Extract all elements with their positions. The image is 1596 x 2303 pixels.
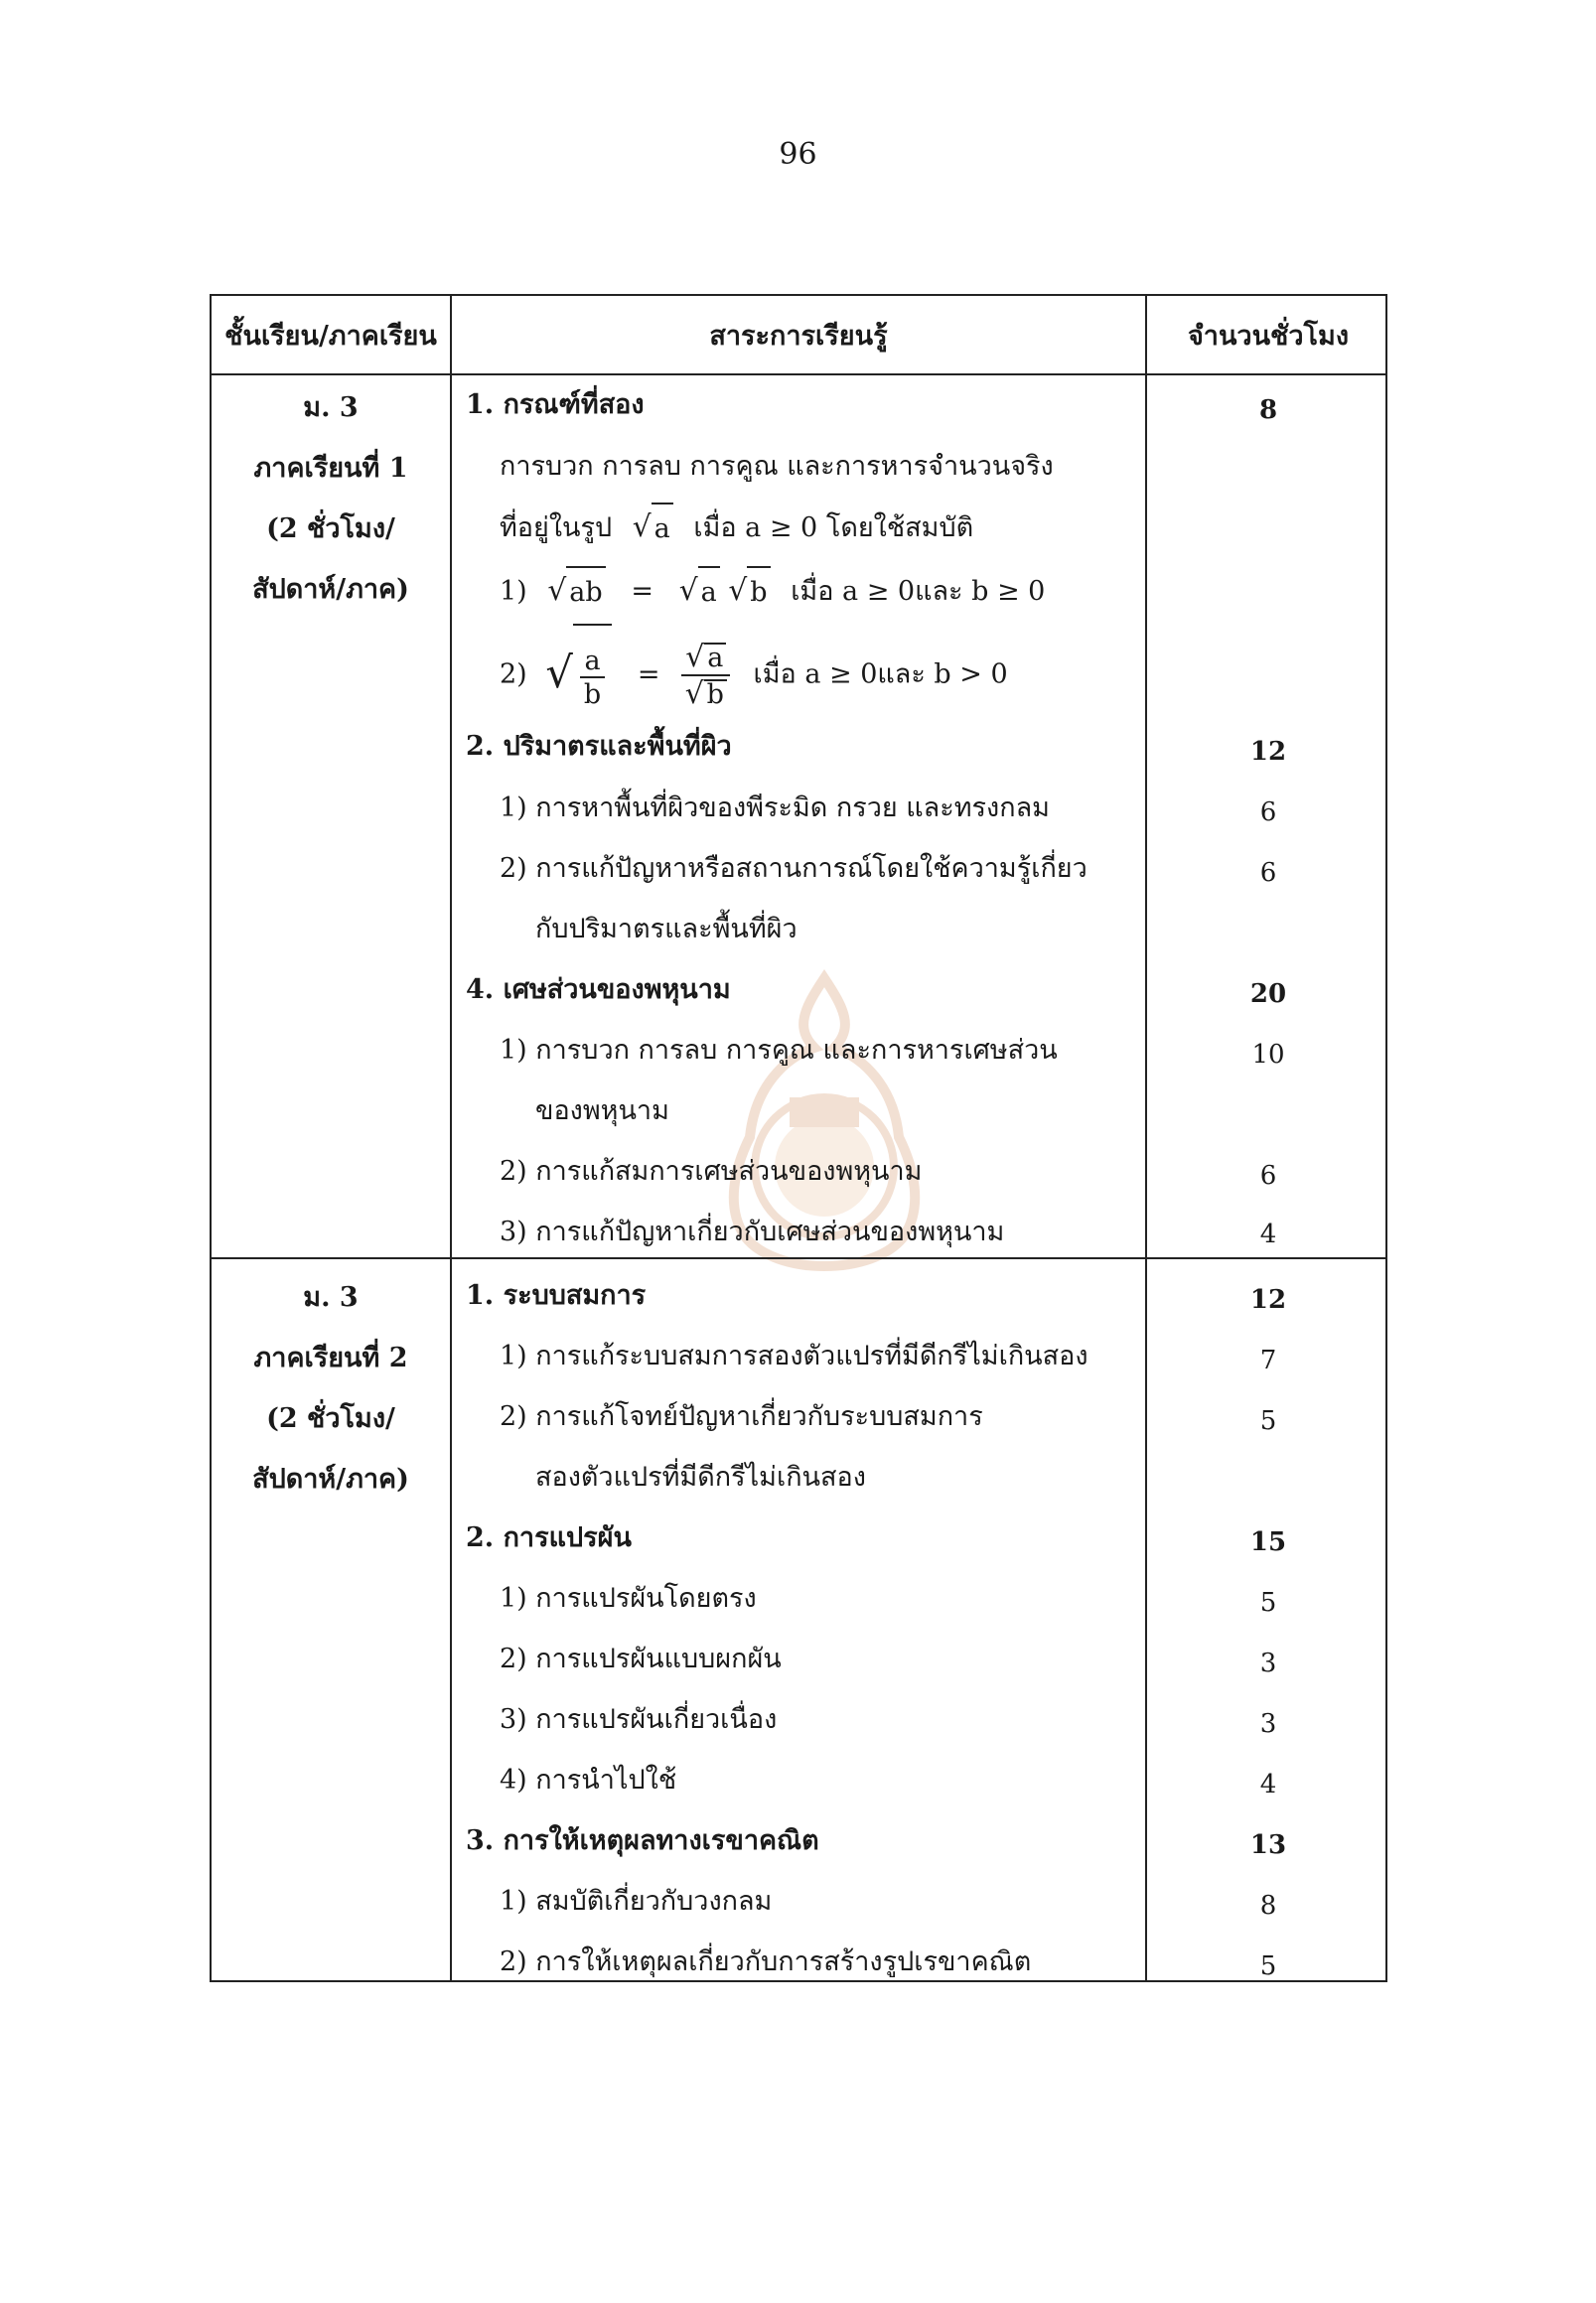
content-line: ของพหุนาม	[535, 1095, 669, 1126]
content-line: 1) การแก้ระบบสมการสองตัวแปรที่มีดีกรีไม่เกินสอง	[500, 1341, 1088, 1371]
curriculum-table	[210, 294, 1387, 1982]
content-line: 2) การแก้ปัญหาหรือสถานการณ์โดยใช้ความรู้เกี่ยว	[500, 853, 1088, 884]
content-line: กับปริมาตรและพื้นที่ผิว	[535, 914, 798, 944]
unit-hours: 13	[1249, 1830, 1287, 1860]
item-hours: 6	[1259, 1161, 1277, 1191]
content-text: เมื่อ a ≥ 0 โดยใช้สมบัติ	[693, 512, 974, 543]
content-line: 4) การนำไปใช้	[500, 1765, 677, 1796]
sqrt-product-formula: √ ab = √ a √ b	[547, 576, 779, 607]
grade-line: สัปดาห์/ภาค)	[252, 574, 409, 605]
content-line: สองตัวแปรที่มีดีกรีไม่เกินสอง	[535, 1462, 866, 1493]
content-line: 3) การแปรผันเกี่ยวเนื่อง	[500, 1704, 778, 1735]
content-line: 3) การแก้ปัญหาเกี่ยวกับเศษส่วนของพหุนาม	[500, 1217, 1005, 1247]
content-line: 2) การแก้โจทย์ปัญหาเกี่ยวกับระบบสมการ	[500, 1401, 983, 1432]
item-hours: 3	[1259, 1649, 1277, 1678]
header-content: สาระการเรียนรู้	[709, 320, 888, 352]
unit-title: 2. ปริมาตรและพื้นที่ผิว	[466, 731, 732, 762]
item-hours: 4	[1259, 1220, 1277, 1249]
unit-title: 4. เศษส่วนของพหุนาม	[466, 974, 731, 1005]
grade-line: (2 ชั่วโมง/	[266, 1403, 395, 1434]
grade-line: (2 ชั่วโมง/	[266, 513, 395, 544]
unit-hours: 12	[1249, 737, 1287, 767]
content-line: การบวก การลบ การคูณ และการหารจำนวนจริง	[500, 451, 1054, 482]
content-line: 2) การแปรผันแบบผกผัน	[500, 1644, 782, 1674]
item-hours: 7	[1259, 1346, 1277, 1375]
sqrt-quotient-formula: √ $\frac{a}{b}$ = √ a √ b	[545, 659, 743, 690]
item-number: 2)	[500, 658, 527, 690]
page-number: 96	[779, 137, 817, 172]
sqrt-a-formula: √ a	[633, 503, 673, 554]
item-hours: 5	[1259, 1951, 1277, 1981]
content-line: 2) การให้เหตุผลเกี่ยวกับการสร้างรูปเรขาคณิต	[500, 1946, 1032, 1977]
item-hours: 3	[1259, 1709, 1277, 1739]
header-grade: ชั้นเรียน/ภาคเรียน	[224, 320, 437, 352]
item-hours: 5	[1259, 1588, 1277, 1618]
term2-grade	[212, 1267, 450, 1510]
item-number: 1)	[500, 576, 527, 607]
unit-title: 3. การให้เหตุผลทางเรขาคณิต	[466, 1825, 819, 1856]
property-line	[500, 624, 1008, 723]
content-line: 1) การแปรผันโดยตรง	[500, 1583, 757, 1614]
unit-hours: 15	[1249, 1527, 1287, 1557]
unit-hours: 12	[1249, 1285, 1287, 1315]
unit-title: 1. กรณฑ์ที่สอง	[466, 389, 645, 420]
content-text: เมื่อ a ≥ 0และ b ≥ 0	[791, 576, 1046, 607]
item-hours: 10	[1251, 1040, 1285, 1070]
unit-title: 2. การแปรผัน	[466, 1522, 632, 1553]
content-line: 2) การแก้สมการเศษส่วนของพหุนาม	[500, 1156, 923, 1187]
content-line	[500, 503, 973, 552]
content-text: ที่อยู่ในรูป	[500, 512, 613, 543]
grade-line: ภาคเรียนที่ 1	[253, 453, 408, 484]
grade-line: ภาคเรียนที่ 2	[253, 1343, 408, 1373]
property-line	[500, 566, 1045, 616]
content-line: 1) การบวก การลบ การคูณ และการหารเศษส่วน	[500, 1035, 1058, 1066]
item-hours: 6	[1259, 797, 1277, 827]
grade-line: สัปดาห์/ภาค)	[252, 1464, 409, 1495]
grade-line: ม. 3	[303, 1282, 359, 1313]
item-hours: 4	[1259, 1770, 1277, 1799]
grade-line: ม. 3	[303, 392, 359, 423]
unit-hours: 8	[1258, 395, 1278, 425]
item-hours: 8	[1259, 1891, 1277, 1921]
content-line: 1) การหาพื้นที่ผิวของพีระมิด กรวย และทรงกลม	[500, 792, 1050, 823]
unit-title: 1. ระบบสมการ	[466, 1280, 647, 1311]
header-hours: จำนวนชั่วโมง	[1187, 320, 1350, 352]
item-hours: 6	[1259, 858, 1277, 888]
unit-hours: 20	[1249, 979, 1287, 1009]
item-hours: 5	[1259, 1406, 1277, 1436]
term1-grade	[212, 377, 450, 620]
content-line: 1) สมบัติเกี่ยวกับวงกลม	[500, 1886, 773, 1917]
content-text: เมื่อ a ≥ 0และ b > 0	[753, 658, 1008, 690]
